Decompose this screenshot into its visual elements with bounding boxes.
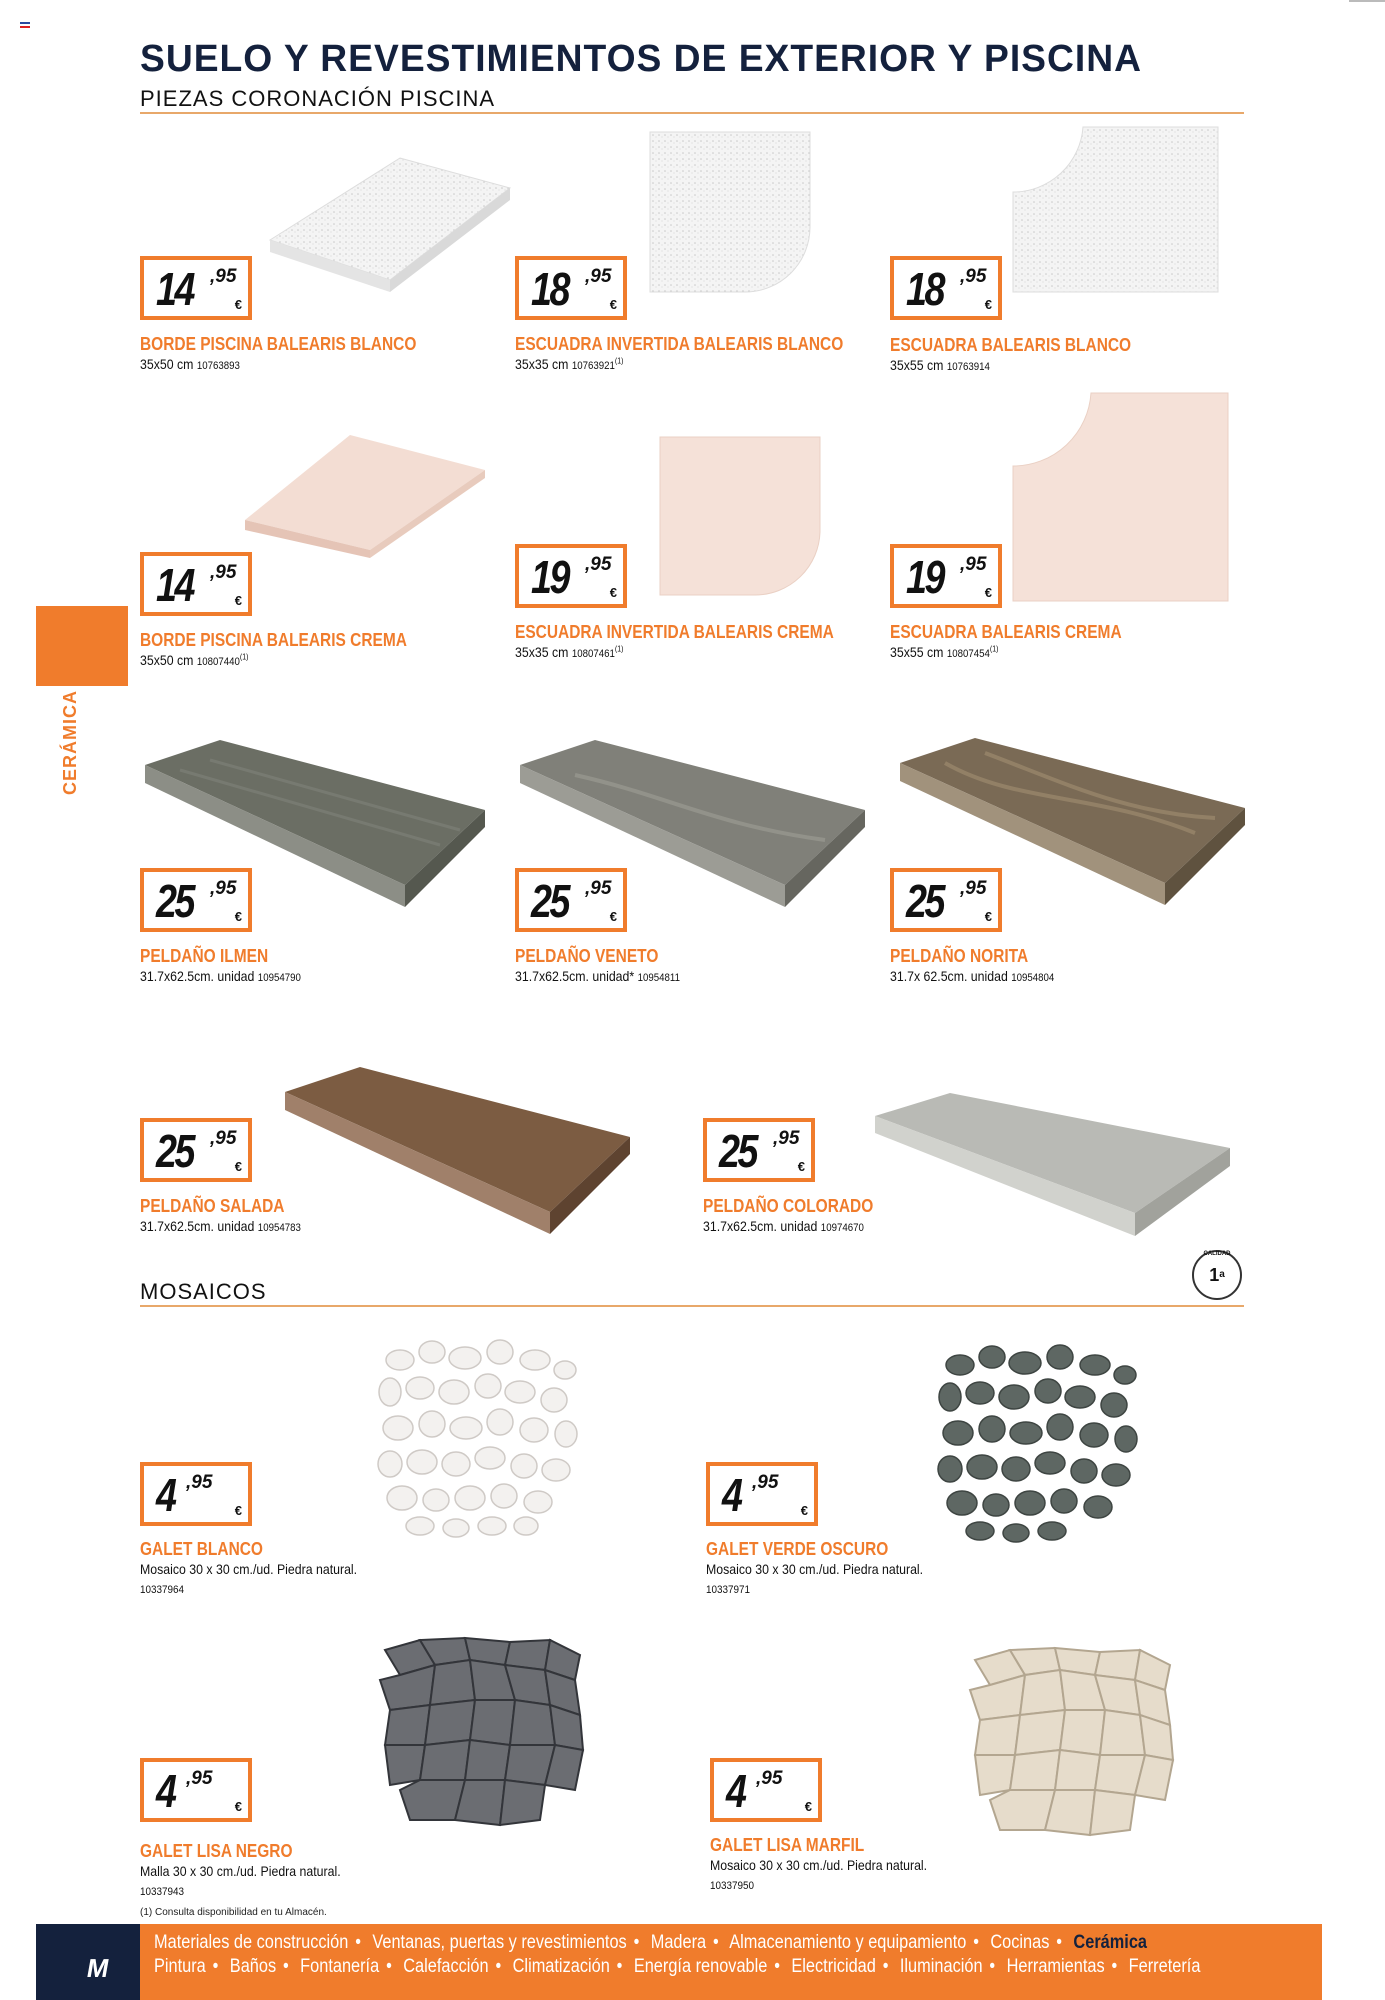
section-title-mosaicos: MOSAICOS xyxy=(140,1279,267,1304)
footer-separator: • xyxy=(616,1956,623,1977)
price-tag xyxy=(703,1118,815,1182)
brand-logo[interactable] xyxy=(36,1924,140,2000)
footer-separator: • xyxy=(713,1932,719,1953)
product-description xyxy=(140,1218,301,1234)
product-size: 31.7x62.5cm. unidad* xyxy=(515,968,635,984)
product-name: ESCUADRA INVERTIDA BALEARIS CREMA xyxy=(515,622,834,642)
price-currency: € xyxy=(234,1159,242,1174)
price-integer: 25 xyxy=(719,1125,757,1177)
footer-separator: • xyxy=(283,1956,289,1977)
price-integer: 4 xyxy=(156,1765,175,1817)
product-name: GALET LISA NEGRO xyxy=(140,1841,293,1861)
flag-mark-icon xyxy=(20,22,30,28)
product-ref: 10763893 xyxy=(196,360,240,372)
price-integer: 25 xyxy=(156,875,194,927)
footer-separator: • xyxy=(989,1956,996,1977)
section-rule xyxy=(140,112,1244,114)
price-currency: € xyxy=(609,585,617,600)
price-currency: € xyxy=(797,1159,805,1174)
price-tag xyxy=(890,868,1002,932)
price-decimals: ,95 xyxy=(773,1128,800,1149)
product-ref: 10807454 xyxy=(946,648,990,660)
price-tag xyxy=(706,1462,818,1526)
footer-link[interactable]: Electricidad xyxy=(791,1956,876,1977)
product-note: (1) xyxy=(239,652,249,662)
price-integer: 14 xyxy=(156,559,194,611)
product-description xyxy=(890,968,1054,984)
price-currency: € xyxy=(234,593,242,608)
price-currency: € xyxy=(800,1503,808,1518)
footer-separator: • xyxy=(1056,1932,1063,1953)
price-tag xyxy=(710,1758,822,1822)
product-name: BORDE PISCINA BALEARIS BLANCO xyxy=(140,334,417,354)
product-size: 35x35 cm xyxy=(515,644,569,660)
product-ref: 10337943 xyxy=(140,1886,185,1898)
product-image-black-flat-stones xyxy=(375,1630,590,1835)
product-note: (1) xyxy=(614,356,624,366)
product-description: Mosaico 30 x 30 cm./ud. Piedra natural. xyxy=(710,1857,928,1873)
footer-link[interactable]: Madera xyxy=(650,1932,707,1953)
product-name: ESCUADRA BALEARIS BLANCO xyxy=(890,335,1132,355)
footer-separator: • xyxy=(495,1956,502,1977)
product-ref: 10807461 xyxy=(571,648,615,660)
product-name: GALET BLANCO xyxy=(140,1539,263,1559)
product-size: 35x55 cm xyxy=(890,644,944,660)
footer-link[interactable]: Cocinas xyxy=(990,1932,1050,1953)
price-decimals: ,95 xyxy=(960,554,987,575)
product-description xyxy=(703,1218,864,1234)
product-ref: 10337971 xyxy=(706,1584,751,1596)
product-image-cream-corner xyxy=(1008,388,1233,606)
footer-category-bar xyxy=(36,1924,1322,2000)
price-currency: € xyxy=(609,909,617,924)
product-image-light-grey-step xyxy=(870,1088,1235,1243)
footer-link[interactable]: Iluminación xyxy=(899,1956,983,1977)
category-tab xyxy=(36,606,128,686)
price-integer: 25 xyxy=(156,1125,194,1177)
price-tag xyxy=(140,1118,252,1182)
product-image-cream-inverted-corner xyxy=(655,432,825,600)
price-decimals: ,95 xyxy=(210,878,237,899)
footer-link[interactable]: Ventanas, puertas y revestimientos xyxy=(372,1932,627,1953)
product-size: 31.7x 62.5cm. unidad xyxy=(890,968,1008,984)
product-description xyxy=(515,356,624,372)
product-image-white-pool-edge xyxy=(260,150,520,300)
footer-link[interactable]: Energía renovable xyxy=(633,1956,768,1977)
product-name: GALET LISA MARFIL xyxy=(710,1835,865,1855)
price-currency: € xyxy=(234,909,242,924)
price-tag xyxy=(140,256,252,320)
product-image-rust-step xyxy=(280,1062,635,1242)
product-size: 35x55 cm xyxy=(890,357,944,373)
price-decimals: ,95 xyxy=(210,1128,237,1149)
price-integer: 25 xyxy=(531,875,569,927)
price-tag xyxy=(140,552,252,616)
section-title-coronacion: PIEZAS CORONACIÓN PISCINA xyxy=(140,86,496,111)
product-ref: 10763914 xyxy=(946,361,990,373)
footer-categories-line-2 xyxy=(154,1956,1200,1978)
price-tag xyxy=(140,1462,252,1526)
price-decimals: ,95 xyxy=(210,266,237,287)
badge-superscript: a xyxy=(1219,1269,1225,1280)
product-description xyxy=(140,356,240,372)
footer-link[interactable]: Materiales de construcción xyxy=(154,1932,349,1953)
product-image-ivory-flat-stones xyxy=(965,1640,1180,1845)
product-image-dark-green-pebbles xyxy=(930,1335,1145,1545)
product-ref: 10763921 xyxy=(571,360,615,372)
product-ref: 10954804 xyxy=(1011,972,1055,984)
footer-separator: • xyxy=(973,1932,979,1953)
corner-rule xyxy=(1349,0,1385,2)
price-tag xyxy=(515,256,627,320)
footer-separator: • xyxy=(1111,1956,1118,1977)
product-ref: 10337964 xyxy=(140,1584,185,1596)
product-description xyxy=(140,968,301,984)
product-name: GALET VERDE OSCURO xyxy=(706,1539,889,1559)
product-size: 31.7x62.5cm. unidad xyxy=(140,1218,255,1234)
product-ref: 10807440 xyxy=(196,656,240,668)
footer-link[interactable]: Climatización xyxy=(512,1956,610,1977)
product-description xyxy=(515,968,680,984)
price-decimals: ,95 xyxy=(585,878,612,899)
quality-badge-icon xyxy=(1192,1250,1242,1300)
price-currency: € xyxy=(609,297,617,312)
price-decimals: ,95 xyxy=(210,562,237,583)
footer-categories-line-1 xyxy=(154,1932,1147,1954)
price-tag xyxy=(890,256,1002,320)
price-integer: 19 xyxy=(531,551,569,603)
product-description xyxy=(140,652,249,668)
product-ref: 10337950 xyxy=(710,1880,755,1892)
product-size: 35x50 cm xyxy=(140,652,194,668)
price-tag xyxy=(890,544,1002,608)
footer-separator: • xyxy=(882,1956,889,1977)
product-name: PELDAÑO ILMEN xyxy=(140,946,269,966)
price-integer: 25 xyxy=(906,875,944,927)
product-ref: 10954811 xyxy=(637,972,680,984)
price-decimals: ,95 xyxy=(585,554,612,575)
price-decimals: ,95 xyxy=(186,1768,213,1789)
footer-link[interactable]: Ferretería xyxy=(1128,1956,1201,1977)
price-tag xyxy=(140,1758,252,1822)
price-integer: 4 xyxy=(726,1765,745,1817)
product-description xyxy=(515,644,624,660)
product-ref: 10954790 xyxy=(257,972,301,984)
price-integer: 14 xyxy=(156,263,194,315)
price-decimals: ,95 xyxy=(960,878,987,899)
price-integer: 18 xyxy=(531,263,569,315)
section-rule xyxy=(140,1305,1244,1307)
price-currency: € xyxy=(234,1799,242,1814)
price-integer: 4 xyxy=(722,1469,741,1521)
badge-text: CALIDAD xyxy=(1203,1251,1231,1257)
price-integer: 19 xyxy=(906,551,944,603)
product-ref: 10974670 xyxy=(820,1222,864,1234)
page-title: SUELO Y REVESTIMIENTOS DE EXTERIOR Y PISCINA xyxy=(140,38,1142,80)
product-description: Mosaico 30 x 30 cm./ud. Piedra natural. xyxy=(706,1561,924,1577)
product-image-white-corner xyxy=(1008,122,1223,297)
footer-link[interactable]: Baños xyxy=(229,1956,277,1977)
price-currency: € xyxy=(234,297,242,312)
price-decimals: ,95 xyxy=(585,266,612,287)
price-tag xyxy=(515,544,627,608)
footer-separator: • xyxy=(212,1956,219,1977)
price-integer: 18 xyxy=(906,263,944,315)
price-tag xyxy=(140,868,252,932)
price-decimals: ,95 xyxy=(960,266,987,287)
price-currency: € xyxy=(804,1799,812,1814)
footer-link[interactable]: Calefacción xyxy=(403,1956,489,1977)
product-size: 35x50 cm xyxy=(140,356,194,372)
price-tag xyxy=(515,868,627,932)
price-currency: € xyxy=(984,585,992,600)
footnote: (1) Consulta disponibilidad en tu Almacén. xyxy=(140,1907,327,1918)
price-decimals: ,95 xyxy=(186,1472,213,1493)
product-name: PELDAÑO NORITA xyxy=(890,946,1029,966)
product-size: 31.7x62.5cm. unidad xyxy=(703,1218,818,1234)
product-name: ESCUADRA INVERTIDA BALEARIS BLANCO xyxy=(515,334,844,354)
product-image-white-inverted-corner xyxy=(645,127,815,297)
price-currency: € xyxy=(984,909,992,924)
price-decimals: ,95 xyxy=(756,1768,783,1789)
product-note: (1) xyxy=(989,644,999,654)
footer-separator: • xyxy=(633,1932,640,1953)
product-description xyxy=(890,357,990,373)
badge-number: 1 xyxy=(1209,1265,1220,1285)
product-image-cream-pool-edge xyxy=(240,430,490,560)
product-description: Malla 30 x 30 cm./ud. Piedra natural. xyxy=(140,1863,341,1879)
price-currency: € xyxy=(234,1503,242,1518)
footer-link[interactable]: Herramientas xyxy=(1006,1956,1105,1977)
product-size: 35x35 cm xyxy=(515,356,569,372)
footer-link[interactable]: Almacenamiento y equipamiento xyxy=(729,1932,967,1953)
footer-separator: • xyxy=(774,1956,780,1977)
product-size: 31.7x62.5cm. unidad xyxy=(140,968,255,984)
product-note: (1) xyxy=(614,644,624,654)
price-integer: 4 xyxy=(156,1469,175,1521)
product-name: BORDE PISCINA BALEARIS CREMA xyxy=(140,630,407,650)
footer-link-active[interactable]: Cerámica xyxy=(1073,1932,1148,1953)
footer-link[interactable]: Pintura xyxy=(154,1956,206,1977)
product-name: PELDAÑO VENETO xyxy=(515,946,659,966)
product-ref: 10954783 xyxy=(257,1222,301,1234)
product-description xyxy=(890,644,999,660)
category-label: CERÁMICA xyxy=(60,690,80,795)
footer-separator: • xyxy=(386,1956,392,1977)
footer-separator: • xyxy=(355,1932,361,1953)
brand-logo-letter: M xyxy=(84,1953,112,1983)
price-decimals: ,95 xyxy=(752,1472,779,1493)
product-name: PELDAÑO COLORADO xyxy=(703,1196,874,1216)
price-currency: € xyxy=(984,297,992,312)
footer-link[interactable]: Fontanería xyxy=(300,1956,380,1977)
product-description: Mosaico 30 x 30 cm./ud. Piedra natural. xyxy=(140,1561,358,1577)
product-image-white-pebbles xyxy=(370,1330,585,1540)
product-name: PELDAÑO SALADA xyxy=(140,1196,285,1216)
product-name: ESCUADRA BALEARIS CREMA xyxy=(890,622,1122,642)
